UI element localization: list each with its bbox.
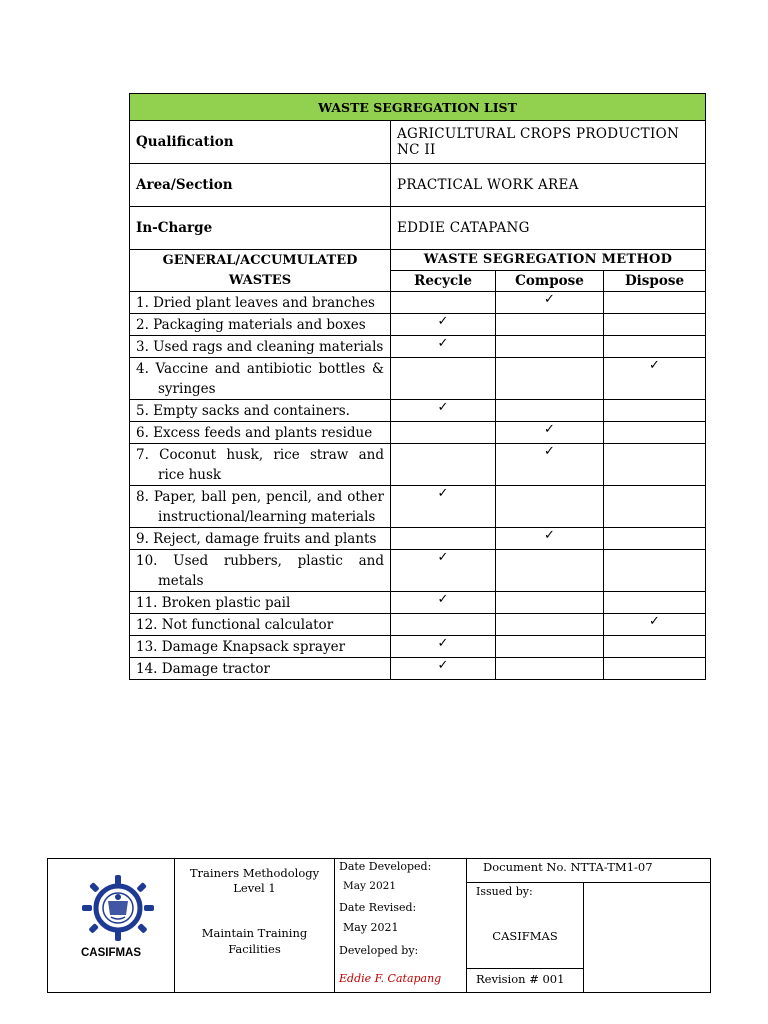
check-mark-icon: ✓	[437, 636, 449, 651]
method-cell-dispose	[604, 550, 706, 592]
check-mark-icon: ✓	[437, 336, 449, 351]
developed-by-label: Developed by:	[339, 944, 419, 957]
method-cell-recycle	[391, 336, 496, 358]
method-cell-dispose	[604, 528, 706, 550]
recycle-column-header: Recycle	[391, 271, 496, 292]
table-row	[130, 336, 706, 358]
method-cell-recycle	[391, 400, 496, 422]
module-title-line2: Facilities	[228, 942, 281, 956]
method-cell-dispose	[604, 336, 706, 358]
date-revised-value: May 2021	[343, 921, 399, 934]
waste-item-label	[130, 314, 391, 336]
table-row	[130, 422, 706, 444]
table-row	[130, 528, 706, 550]
logo-cell	[48, 859, 175, 993]
method-column-header: WASTE SEGREGATION METHOD	[391, 250, 706, 271]
method-cell-compose	[496, 486, 604, 528]
qualification-label: Qualification	[130, 121, 391, 164]
waste-item-text: 5. Empty sacks and containers.	[136, 403, 350, 419]
table-row	[130, 314, 706, 336]
method-cell-dispose	[604, 422, 706, 444]
method-cell-recycle	[391, 528, 496, 550]
method-cell-dispose	[604, 444, 706, 486]
waste-item-label	[130, 444, 391, 486]
course-cell	[175, 859, 335, 993]
waste-item-label	[130, 528, 391, 550]
waste-item-label	[130, 486, 391, 528]
developed-by-value: Eddie F. Catapang	[339, 972, 442, 985]
issued-by-cell	[467, 883, 584, 969]
waste-item-text: 12. Not functional calculator	[136, 617, 334, 633]
method-cell-recycle	[391, 292, 496, 314]
method-cell-compose	[496, 314, 604, 336]
wastes-column-header: GENERAL/ACCUMULATED WASTES	[130, 250, 391, 292]
method-cell-compose	[496, 658, 604, 680]
waste-item-text: 3. Used rags and cleaning materials	[136, 339, 384, 355]
method-cell-dispose	[604, 592, 706, 614]
waste-item-label	[130, 636, 391, 658]
waste-item-text: 1. Dried plant leaves and branches	[136, 295, 375, 311]
waste-item-text: 4. Vaccine and antibiotic bottles & syringes	[136, 361, 384, 397]
method-cell-dispose	[604, 314, 706, 336]
document-title: WASTE SEGREGATION LIST	[130, 94, 706, 121]
table-row	[130, 400, 706, 422]
dispose-column-header: Dispose	[604, 271, 706, 292]
method-cell-recycle	[391, 614, 496, 636]
method-cell-dispose	[604, 658, 706, 680]
table-row	[130, 636, 706, 658]
dates-cell	[335, 859, 467, 993]
method-cell-recycle	[391, 358, 496, 400]
waste-item-text: 2. Packaging materials and boxes	[136, 317, 366, 333]
method-cell-recycle	[391, 486, 496, 528]
method-cell-compose	[496, 292, 604, 314]
blank-signature-cell	[584, 883, 711, 993]
area-section-value: PRACTICAL WORK AREA	[391, 164, 706, 207]
check-mark-icon: ✓	[544, 422, 555, 437]
method-cell-recycle	[391, 550, 496, 592]
method-cell-dispose	[604, 636, 706, 658]
document-footer	[47, 858, 711, 993]
method-cell-compose	[496, 400, 604, 422]
org-name: CASIFMAS	[80, 947, 142, 959]
check-mark-icon: ✓	[437, 658, 449, 673]
table-row	[130, 292, 706, 314]
method-cell-recycle	[391, 636, 496, 658]
method-cell-compose	[496, 592, 604, 614]
method-cell-recycle	[391, 314, 496, 336]
date-developed-value: May 2021	[343, 880, 397, 892]
method-cell-recycle	[391, 658, 496, 680]
check-mark-icon: ✓	[649, 614, 660, 629]
document-number: Document No. NTTA-TM1-07	[467, 859, 711, 883]
method-cell-dispose	[604, 358, 706, 400]
method-cell-compose	[496, 636, 604, 658]
check-mark-icon: ✓	[437, 400, 449, 415]
in-charge-label: In-Charge	[130, 207, 391, 250]
course-title-line2: Level 1	[233, 881, 276, 895]
module-title-line1: Maintain Training	[201, 926, 308, 940]
method-cell-compose	[496, 444, 604, 486]
method-cell-compose	[496, 336, 604, 358]
course-title-line1: Trainers Methodology	[189, 866, 320, 880]
table-row	[130, 592, 706, 614]
issued-by-label: Issued by:	[476, 885, 533, 899]
waste-item-label	[130, 422, 391, 444]
method-cell-dispose	[604, 614, 706, 636]
waste-item-text: 7. Coconut husk, rice straw and rice husk	[136, 447, 384, 483]
casifmas-logo-icon	[78, 873, 158, 943]
method-cell-compose	[496, 614, 604, 636]
table-row	[130, 658, 706, 680]
waste-item-label	[130, 658, 391, 680]
method-cell-dispose	[604, 292, 706, 314]
method-cell-compose	[496, 358, 604, 400]
method-cell-recycle	[391, 422, 496, 444]
date-developed-label: Date Developed:	[339, 860, 432, 873]
table-row	[130, 486, 706, 528]
waste-item-label	[130, 292, 391, 314]
area-section-label: Area/Section	[130, 164, 391, 207]
table-row	[130, 358, 706, 400]
waste-item-label	[130, 400, 391, 422]
waste-item-text: 13. Damage Knapsack sprayer	[136, 639, 346, 655]
table-row	[130, 444, 706, 486]
waste-item-label	[130, 614, 391, 636]
method-cell-dispose	[604, 400, 706, 422]
table-row	[130, 614, 706, 636]
table-row	[130, 550, 706, 592]
check-mark-icon: ✓	[649, 358, 660, 373]
check-mark-icon: ✓	[437, 550, 449, 565]
waste-item-label	[130, 550, 391, 592]
waste-item-label	[130, 336, 391, 358]
compose-column-header: Compose	[496, 271, 604, 292]
check-mark-icon: ✓	[544, 444, 555, 459]
waste-item-text: 10. Used rubbers, plastic and metals	[136, 553, 384, 589]
waste-segregation-table	[129, 93, 706, 680]
check-mark-icon: ✓	[437, 314, 449, 329]
waste-item-text: 11. Broken plastic pail	[136, 595, 291, 611]
check-mark-icon: ✓	[437, 486, 449, 501]
revision-number: Revision # 001	[467, 968, 584, 992]
waste-item-label	[130, 358, 391, 400]
check-mark-icon: ✓	[437, 592, 449, 607]
waste-item-label	[130, 592, 391, 614]
waste-item-text: 9. Reject, damage fruits and plants	[136, 531, 377, 547]
method-cell-compose	[496, 422, 604, 444]
waste-item-text: 8. Paper, ball pen, pencil, and other instructional/learning materials	[136, 489, 384, 525]
waste-item-text: 14. Damage tractor	[136, 661, 270, 677]
date-revised-label: Date Revised:	[339, 901, 417, 914]
check-mark-icon: ✓	[544, 528, 555, 543]
method-cell-recycle	[391, 592, 496, 614]
waste-item-text: 6. Excess feeds and plants residue	[136, 425, 373, 441]
check-mark-icon: ✓	[544, 292, 555, 307]
method-cell-dispose	[604, 486, 706, 528]
method-cell-compose	[496, 528, 604, 550]
in-charge-value: EDDIE CATAPANG	[391, 207, 706, 250]
issued-by-value: CASIFMAS	[492, 929, 558, 944]
qualification-value: AGRICULTURAL CROPS PRODUCTION NC II	[391, 121, 706, 164]
method-cell-recycle	[391, 444, 496, 486]
method-cell-compose	[496, 550, 604, 592]
